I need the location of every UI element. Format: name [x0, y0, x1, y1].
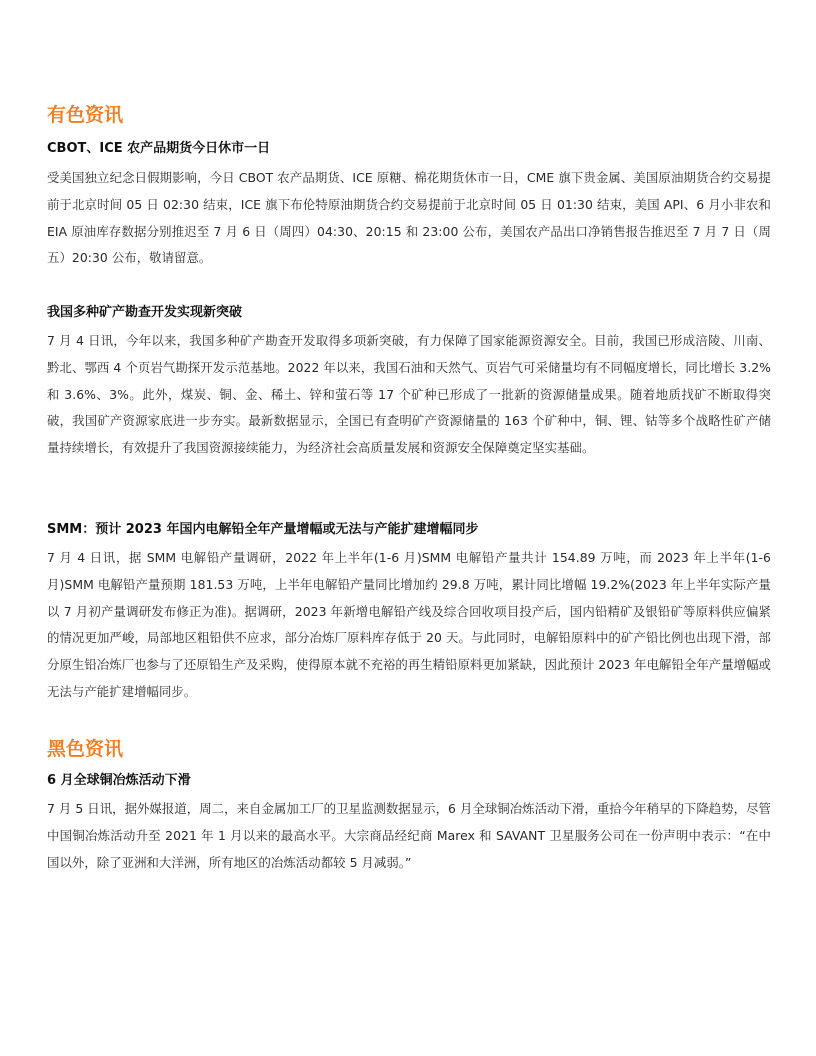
- article-body-cbot-holiday: 受美国独立纪念日假期影响，今日 CBOT 农产品期货、ICE 原糖、棉花期货休市一日，CME 旗下贵金属、美国原油期货合约交易提前于北京时间 05 日 02:30 结束，ICE 旗下布伦特原油期货合约交易提前于北京时间 05 日 01:30 结束，美国 API、6 月小非农和 EIA 原油库存数据分别推迟至 7 月 6 日（周四）04:30、20:15 和 23:00 公布，美国农产品出口净销售报告推迟至 7 月 7 日（周五）20:30 公布，敬请留意。: [47, 170, 771, 266]
- section-title-ferrous: 黑色资讯: [47, 738, 124, 760]
- article-title-cbot-holiday: CBOT、ICE 农产品期货今日休市一日: [47, 141, 271, 156]
- article-title-smm-lead: SMM：预计 2023 年国内电解铅全年产量增幅或无法与产能扩建增幅同步: [47, 522, 479, 537]
- article-title-copper-smelting: 6 月全球铜冶炼活动下滑: [47, 773, 191, 788]
- article-body-smm-lead: 7 月 4 日讯，据 SMM 电解铅产量调研，2022 年上半年(1-6 月)SMM 电解铅产量共计 154.89 万吨，而 2023 年上半年(1-6 月)SMM 电解铅产量预期 181.53 万吨，上半年电解铅产量同比增加约 29.8 万吨，累计同比增幅 19.2%(2023 年上半年实际产量以 7 月初产量调研发布修正为准)。据调研，2023 年新增电解铅产线及综合回收项目投产后，国内铅精矿及银铅矿等原料供应偏紧的情况更加严峻，局部地区粗铅供不应求，部分冶炼厂原料库存低于 20 天。与此同时，电解铅原料中的矿产铅比例也出现下滑，部分原生铅冶炼厂也参与了还原铅生产及采购，使得原本就不充裕的再生精铅原料更加紧缺，因此预计 2023 年电解铅全年产量增幅或无法与产能扩建增幅同步。: [47, 550, 771, 699]
- article-body-mineral-exploration: 7 月 4 日讯，今年以来，我国多种矿产勘查开发取得多项新突破，有力保障了国家能源资源安全。目前，我国已形成涪陵、川南、黔北、鄂西 4 个页岩气勘探开发示范基地。2022 年以来，我国石油和天然气、页岩气可采储量均有不同幅度增长，同比增长 3.2%和 3.6%、3%。此外，煤炭、铜、金、稀土、锌和萤石等 17 个矿种已形成了一批新的资源储量成果。随着地质找矿不断取得突破，我国矿产资源家底进一步夯实。最新数据显示，全国已有查明矿产资源储量的 163 个矿种中，铜、锂、钴等多个战略性矿产储量持续增长，有效提升了我国资源接续能力，为经济社会高质量发展和资源安全保障奠定坚实基础。: [47, 333, 771, 456]
- section-title-nonferrous: 有色资讯: [47, 104, 124, 126]
- article-title-mineral-exploration: 我国多种矿产勘查开发实现新突破: [47, 305, 243, 320]
- article-body-copper-smelting: 7 月 5 日讯，据外媒报道，周二，来自金属加工厂的卫星监测数据显示，6 月全球铜冶炼活动下滑，重拾今年稍早的下降趋势，尽管中国铜冶炼活动升至 2021 年 1 月以来的最高水平。大宗商品经纪商 Marex 和 SAVANT 卫星服务公司在一份声明中表示：“在中国以外，除了亚洲和大洋洲，所有地区的冶炼活动都较 5 月减弱。”: [47, 801, 771, 870]
